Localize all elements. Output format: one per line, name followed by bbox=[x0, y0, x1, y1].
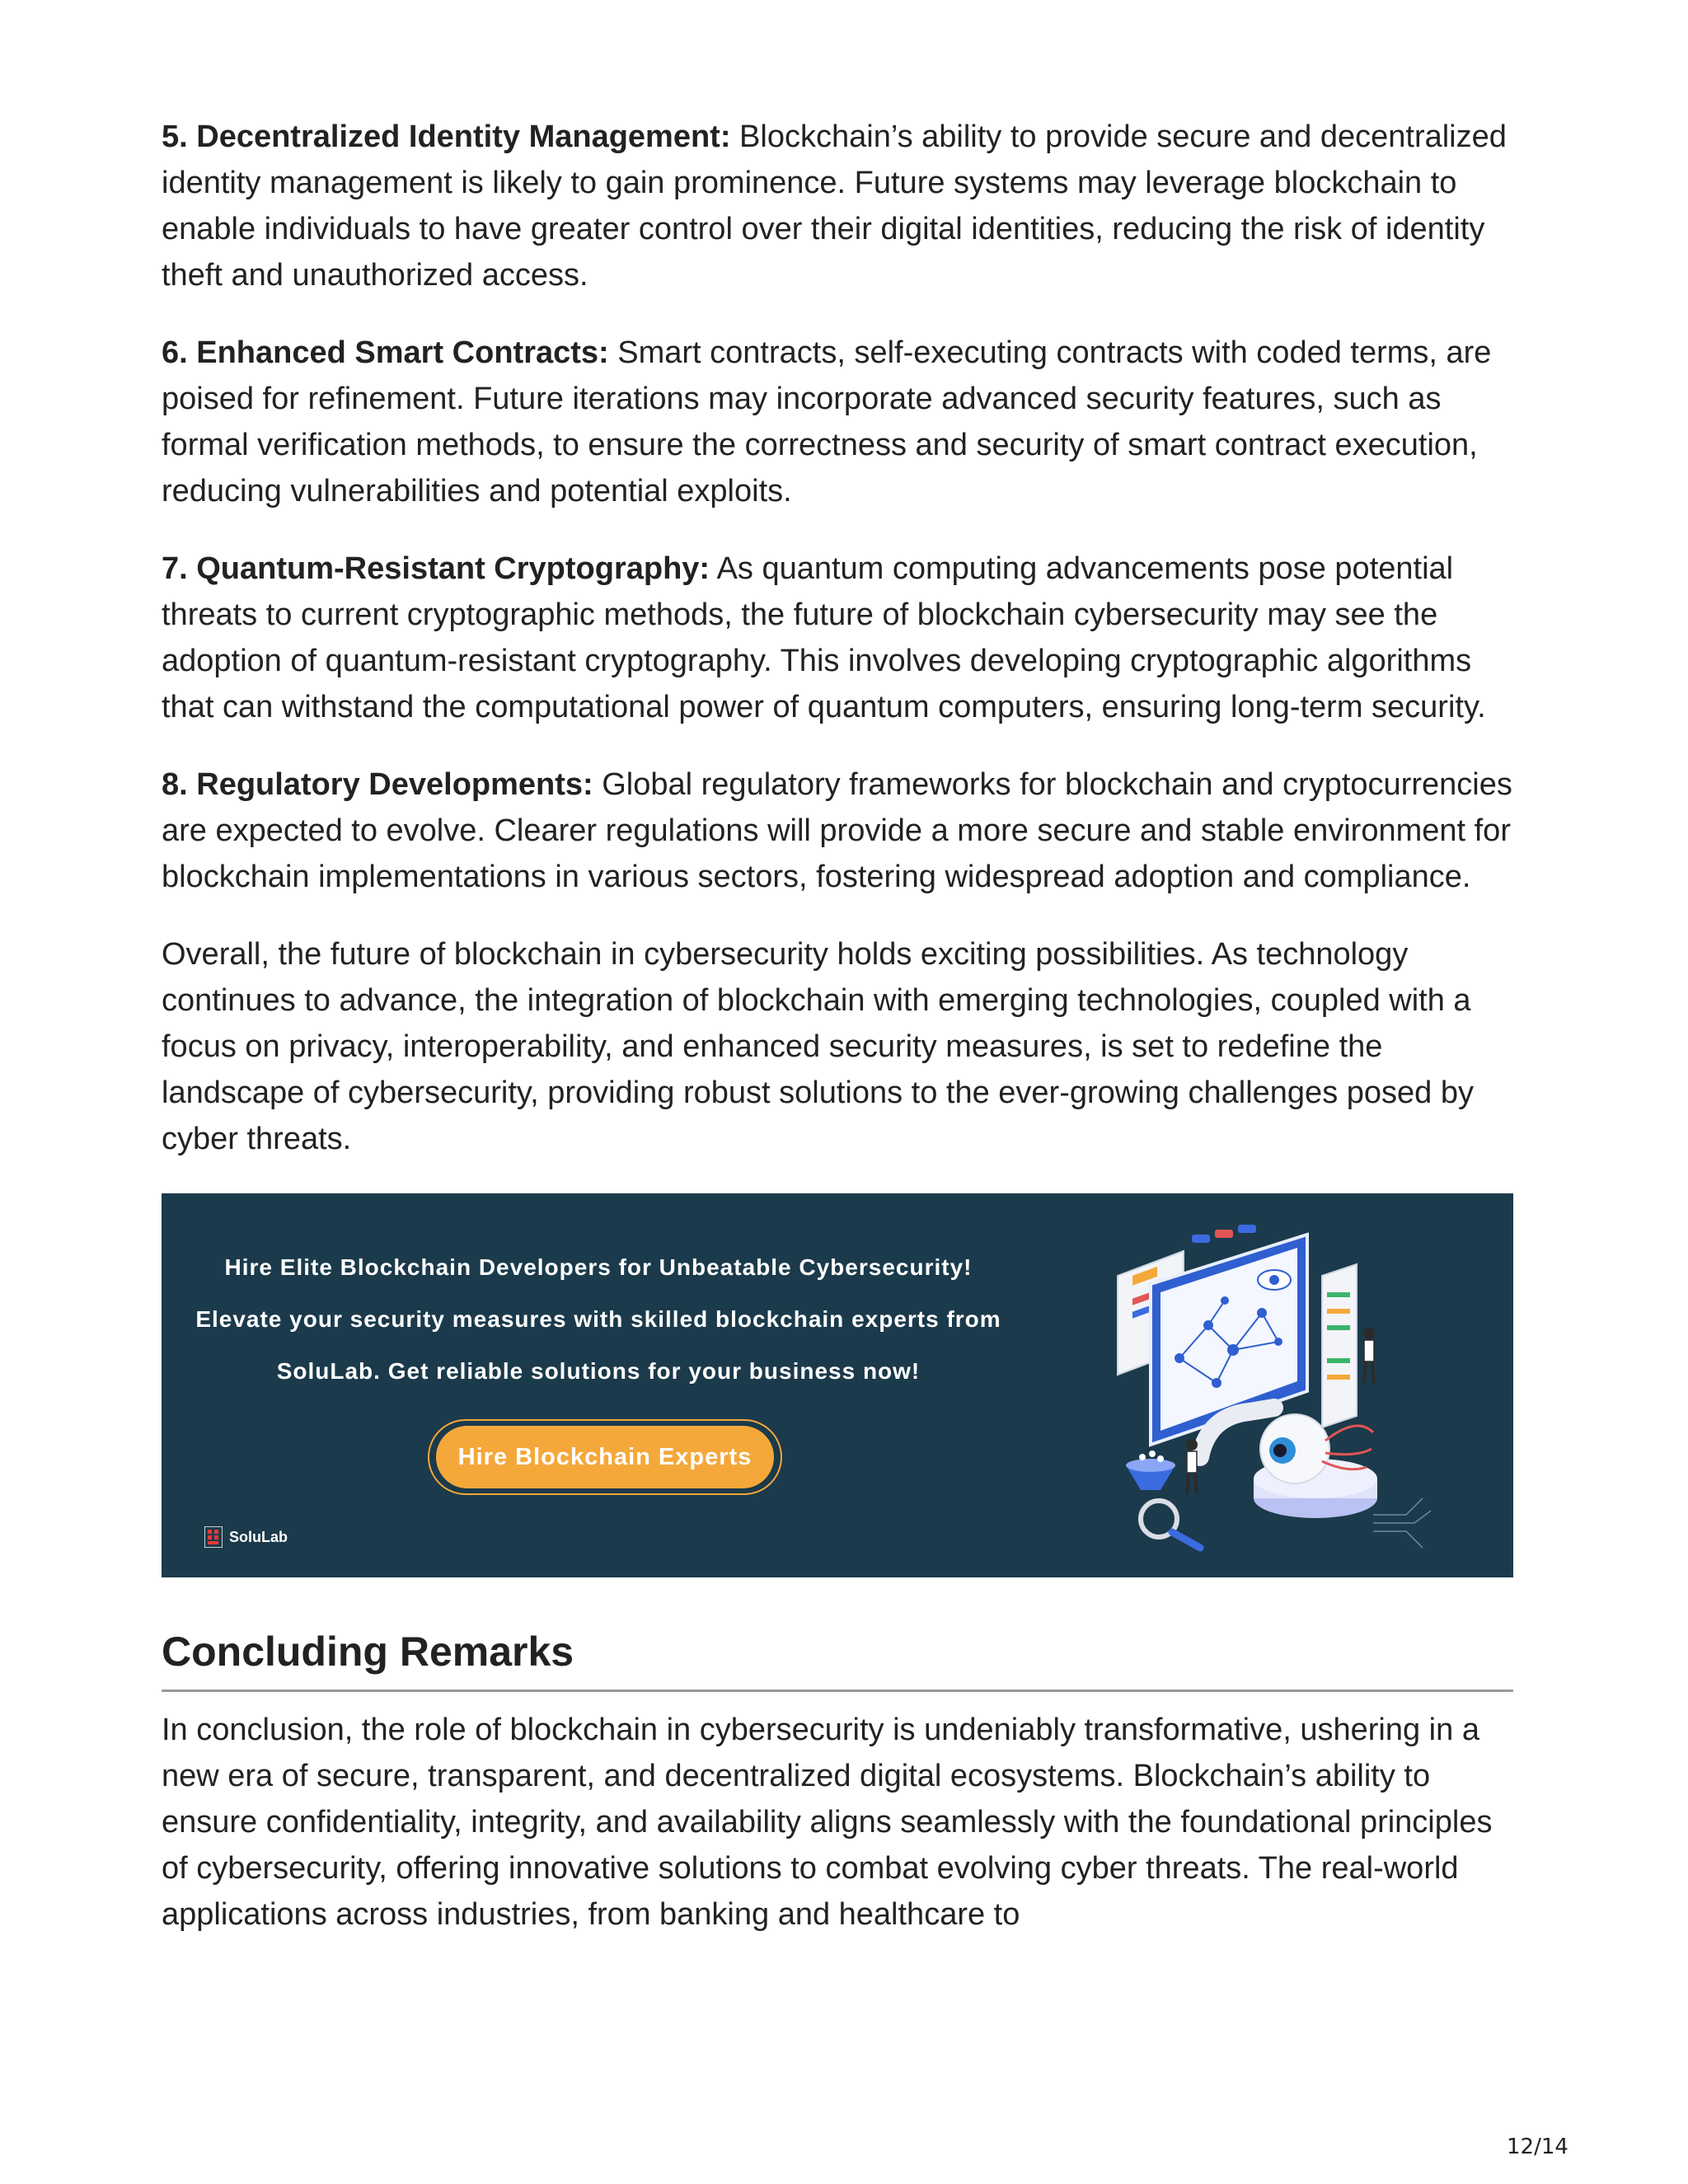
banner-subline-2: SoluLab. Get reliable solutions for your business now! bbox=[276, 1358, 921, 1384]
section-6-lead: 6. Enhanced Smart Contracts: bbox=[162, 335, 609, 370]
page-number: 12/14 bbox=[1507, 2135, 1568, 2159]
solulab-logo-icon bbox=[204, 1526, 223, 1548]
article-content bbox=[162, 114, 1513, 1969]
section-5-text: Blockchain’s ability to provide secure and decentralized identity management is likely to gain prominence. Future systems may leverage blockchain to enable individuals to have greater control over their digital identities, reducing the risk of identity theft and unauthorized access. bbox=[162, 120, 1507, 293]
hire-developers-banner[interactable] bbox=[162, 1193, 1513, 1577]
hire-blockchain-experts-button[interactable]: Hire Blockchain Experts bbox=[436, 1426, 774, 1488]
concluding-remarks-heading: Concluding Remarks bbox=[162, 1625, 1513, 1692]
section-8-lead: 8. Regulatory Developments: bbox=[162, 767, 593, 802]
banner-subline-1: Elevate your security measures with skilled blockchain experts from bbox=[195, 1306, 1001, 1332]
overall-paragraph: Overall, the future of blockchain in cybersecurity holds exciting possibilities. As technology continues to advance, the integration of blockchain with emerging technologies, coupled with a focus on privacy, interoperability, and enhanced security measures, is set to redefine the landscape of cybersecurity, providing robust solutions to the ever-growing challenges posed by cyber threats. bbox=[162, 937, 1474, 1156]
section-6-text: Smart contracts, self-executing contracts with coded terms, are poised for refinement. Future iterations may incorporate advanced security features, such as formal verification methods, to ensure the correctness and security of smart contract execution, reducing vulnerabilities and potential exploits. bbox=[162, 335, 1492, 509]
section-7-lead: 7. Quantum-Resistant Cryptography: bbox=[162, 551, 710, 586]
section-7 bbox=[162, 546, 1513, 730]
banner-headline: Hire Elite Blockchain Developers for Unbeatable Cybersecurity! bbox=[224, 1254, 973, 1280]
cybersecurity-illustration bbox=[1109, 1210, 1456, 1556]
section-5-lead: 5. Decentralized Identity Management: bbox=[162, 120, 731, 154]
section-5 bbox=[162, 114, 1513, 298]
section-7-text: As quantum computing advancements pose potential threats to current cryptographic methods, the future of blockchain cybersecurity may see the adoption of quantum-resistant cryptography. This involves developing cryptographic algorithms that can withstand the computational power of quantum computers, ensuring long-term security. bbox=[162, 551, 1486, 724]
section-8 bbox=[162, 762, 1513, 900]
solulab-logo-text: SoluLab bbox=[229, 1528, 288, 1545]
section-6 bbox=[162, 330, 1513, 514]
conclusion-paragraph: In conclusion, the role of blockchain in cybersecurity is undeniably transformative, ushering in a new era of secure, transparent, and decentralized digital ecosystems. Blockchain’s ability to ensure confidentiality, integrity, and availability aligns seamlessly with the foundational principles of cybersecurity, offering innovative solutions to combat evolving cyber threats. The real-world applications across industries, from banking and healthcare to bbox=[162, 1713, 1493, 1932]
section-8-text: Global regulatory frameworks for blockchain and cryptocurrencies are expected to evolve. Clearer regulations will provide a more secure and stable environment for blockchain implementations in various sectors, fostering widespread adoption and compliance. bbox=[162, 767, 1512, 894]
solulab-logo[interactable] bbox=[204, 1526, 288, 1548]
banner-text bbox=[186, 1241, 1010, 1397]
